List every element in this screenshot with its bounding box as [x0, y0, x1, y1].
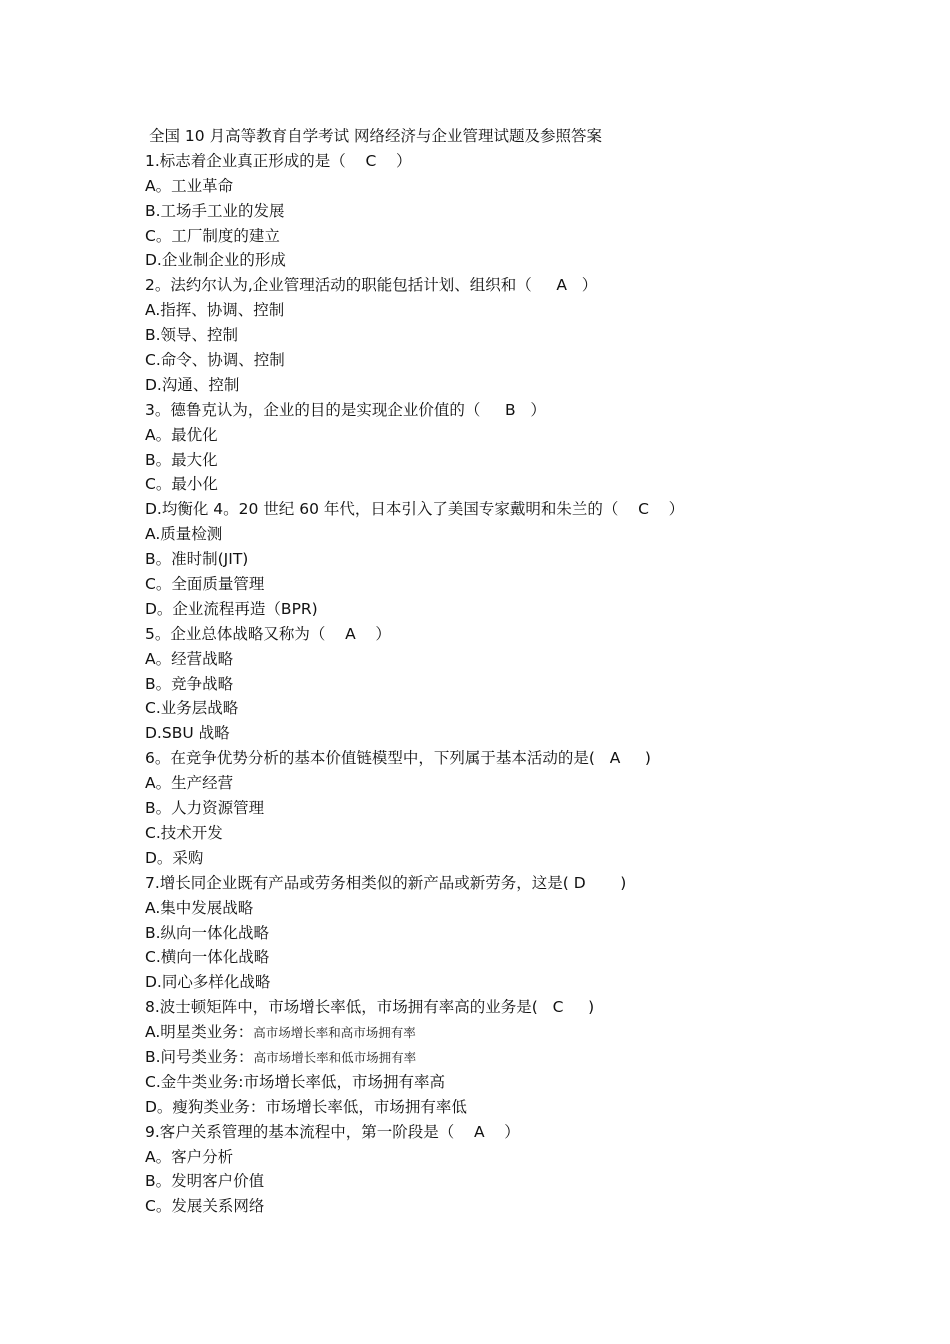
line-text: C.业务层战略: [145, 699, 239, 718]
line-text: D.企业制企业的形成: [145, 251, 286, 270]
text-line: [145, 995, 905, 1020]
text-line: [145, 945, 905, 970]
text-line: [145, 174, 905, 199]
line-text: C.横向一体化战略: [145, 948, 270, 967]
line-text: 6。在竞争优势分析的基本价值链模型中，下列属于基本活动的是( A ): [145, 749, 651, 768]
line-text: B。人力资源管理: [145, 799, 265, 818]
text-line: [145, 970, 905, 995]
text-line: [145, 672, 905, 697]
text-line: [145, 871, 905, 896]
text-line: [145, 348, 905, 373]
line-text: D.均衡化 4。20 世纪 60 年代，日本引入了美国专家戴明和朱兰的（ C ）: [145, 500, 685, 519]
line-text: 3。德鲁克认为，企业的目的是实现企业价值的（ B ）: [145, 400, 546, 419]
text-line: [145, 323, 905, 348]
line-text: B.工场手工业的发展: [145, 201, 285, 220]
line-text: B.问号类业务：: [145, 1047, 254, 1066]
text-line: [145, 921, 905, 946]
text-line: [145, 746, 905, 771]
line-text: D.沟通、控制: [145, 375, 240, 394]
text-line: [145, 1070, 905, 1095]
line-note: 高市场增长率和低市场拥有率: [253, 1049, 417, 1065]
line-text: C.命令、协调、控制: [145, 351, 285, 370]
line-text: D。瘦狗类业务：市场增长率低，市场拥有率低: [145, 1097, 467, 1116]
line-text: A。经营战略: [145, 649, 234, 668]
line-text: D.SBU 战略: [145, 724, 230, 743]
document-body: [145, 124, 905, 1219]
text-line: [145, 472, 905, 497]
document-title: 全国 10 月高等教育自学考试 网络经济与企业管理试题及参照答案: [149, 127, 603, 145]
line-text: A.指挥、协调、控制: [145, 301, 285, 320]
text-line: [145, 721, 905, 746]
line-text: D。企业流程再造（BPR): [145, 599, 318, 618]
line-text: C。全面质量管理: [145, 575, 265, 594]
line-text: B.领导、控制: [145, 326, 239, 345]
text-line: [145, 771, 905, 796]
line-text: 5。企业总体战略又称为（ A ）: [145, 624, 391, 643]
line-text: C。工厂制度的建立: [145, 226, 280, 245]
text-line: [145, 373, 905, 398]
text-line: [145, 572, 905, 597]
text-line: [145, 199, 905, 224]
line-text: A.质量检测: [145, 525, 223, 544]
line-text: C.技术开发: [145, 823, 223, 842]
line-text: B.纵向一体化战略: [145, 923, 270, 942]
line-text: A。最优化: [145, 425, 218, 444]
text-line: [145, 1169, 905, 1194]
line-text: 1.标志着企业真正形成的是（ C ）: [145, 151, 412, 170]
line-text: 9.客户关系管理的基本流程中，第一阶段是（ A ）: [145, 1122, 520, 1141]
text-line: [145, 248, 905, 273]
line-text: A。客户分析: [145, 1147, 234, 1166]
text-line: [145, 1120, 905, 1145]
text-line: [145, 522, 905, 547]
line-text: A。工业革命: [145, 176, 234, 195]
text-line: [145, 423, 905, 448]
text-line: [145, 597, 905, 622]
text-line: [145, 1095, 905, 1120]
line-text: B。最大化: [145, 450, 218, 469]
line-text: 7.增长同企业既有产品或劳务相类似的新产品或新劳务，这是( D ): [145, 873, 627, 892]
text-line: [145, 896, 905, 921]
text-line: [145, 1194, 905, 1219]
text-line: [145, 547, 905, 572]
line-text: B。竞争战略: [145, 674, 234, 693]
text-line: [145, 846, 905, 871]
text-line: [145, 273, 905, 298]
line-text: D。采购: [145, 848, 204, 867]
text-line: [145, 448, 905, 473]
text-line: [145, 398, 905, 423]
line-text: 8.波士顿矩阵中，市场增长率低，市场拥有率高的业务是( C ): [145, 998, 595, 1017]
line-text: 2。法约尔认为,企业管理活动的职能包括计划、组织和（ A ）: [145, 276, 598, 295]
line-text: A.明星类业务：: [145, 1023, 254, 1042]
line-text: D.同心多样化战略: [145, 973, 271, 992]
text-line: [145, 622, 905, 647]
text-line: [145, 821, 905, 846]
text-line: [145, 298, 905, 323]
line-text: A.集中发展战略: [145, 898, 254, 917]
text-line: [145, 696, 905, 721]
text-line: [145, 224, 905, 249]
line-text: B。准时制(JIT): [145, 550, 249, 569]
text-line: [145, 149, 905, 174]
text-line: [145, 1020, 905, 1045]
text-line: [145, 796, 905, 821]
text-line: [145, 647, 905, 672]
line-text: A。生产经营: [145, 774, 234, 793]
line-text: C.金牛类业务:市场增长率低，市场拥有率高: [145, 1072, 445, 1091]
text-line: [145, 1045, 905, 1070]
text-line: [145, 497, 905, 522]
line-text: C。最小化: [145, 475, 218, 494]
line-text: C。发展关系网络: [145, 1197, 265, 1216]
line-note: 高市场增长率和高市场拥有率: [253, 1025, 416, 1041]
text-line: [145, 1145, 905, 1170]
line-text: B。发明客户价值: [145, 1172, 265, 1191]
